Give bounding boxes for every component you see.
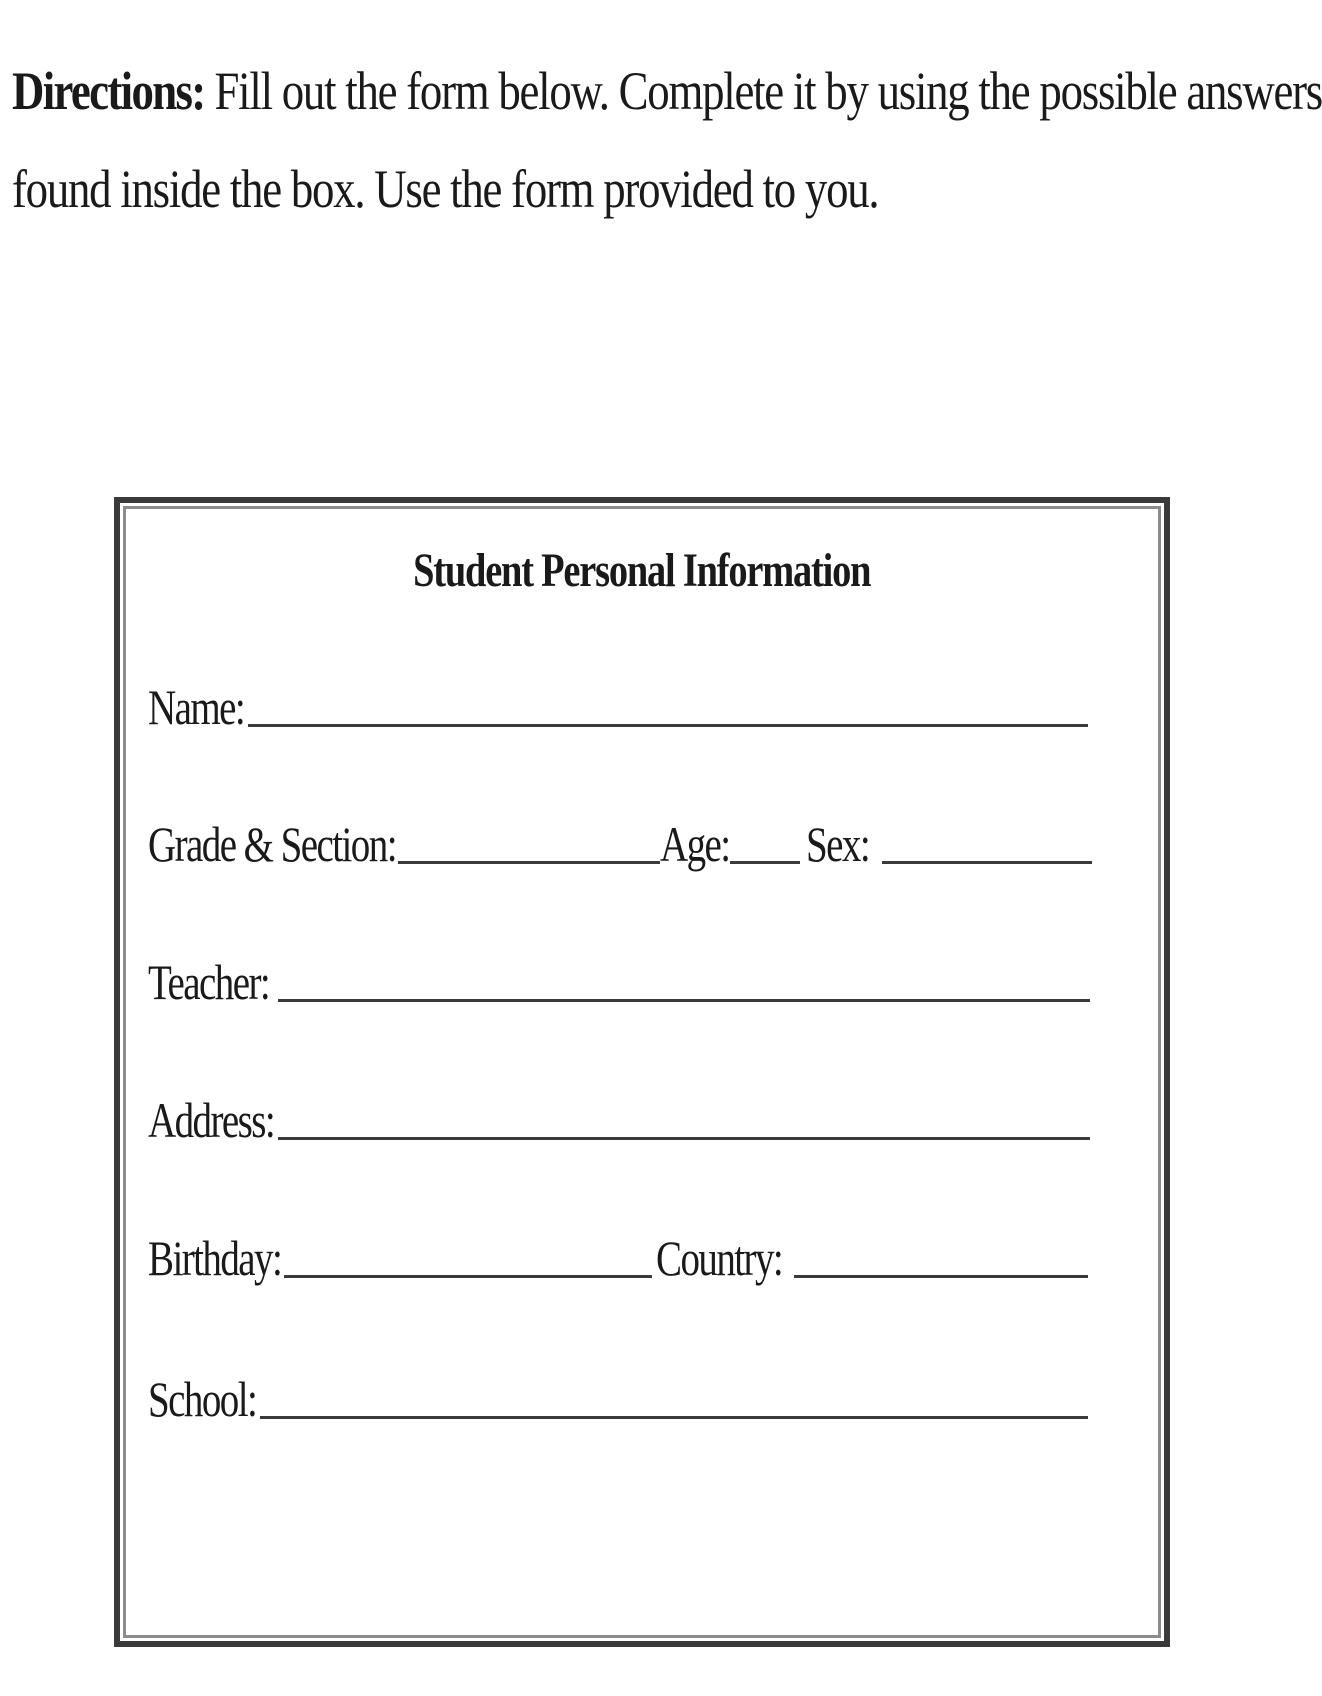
address-field[interactable] — [278, 1137, 1090, 1140]
sex-field[interactable] — [882, 861, 1092, 864]
name-field[interactable] — [248, 724, 1088, 727]
country-field[interactable] — [794, 1275, 1088, 1278]
directions-line-2: found inside the box. Use the form provided to you. — [12, 159, 879, 219]
name-label: Name: — [148, 679, 245, 735]
teacher-field[interactable] — [278, 999, 1090, 1002]
birthday-label: Birthday: — [148, 1230, 282, 1286]
birthday-country-row — [148, 1226, 1088, 1290]
age-field[interactable] — [730, 861, 800, 864]
name-row — [148, 675, 1088, 739]
directions-lead: Directions: — [12, 61, 205, 121]
birthday-field[interactable] — [284, 1275, 652, 1278]
directions-line-1-text: Fill out the form below. Complete it by using the possible answers — [214, 61, 1322, 121]
country-label: Country: — [656, 1230, 783, 1286]
directions-line-1 — [12, 42, 1322, 140]
student-info-form — [114, 497, 1170, 1647]
teacher-row — [148, 950, 1090, 1014]
form-title-text: Student Personal Information — [413, 544, 871, 597]
grade-age-sex-row — [148, 812, 1092, 876]
teacher-label: Teacher: — [148, 954, 270, 1010]
school-field[interactable] — [260, 1416, 1088, 1419]
form-title — [120, 543, 1164, 598]
school-row — [148, 1367, 1088, 1431]
grade-section-field[interactable] — [398, 861, 660, 864]
age-label: Age: — [660, 816, 730, 872]
address-row — [148, 1088, 1090, 1152]
address-label: Address: — [148, 1092, 275, 1148]
sex-label: Sex: — [806, 816, 870, 872]
school-label: School: — [148, 1371, 257, 1427]
grade-section-label: Grade & Section: — [148, 816, 396, 872]
directions-text — [12, 42, 1322, 238]
